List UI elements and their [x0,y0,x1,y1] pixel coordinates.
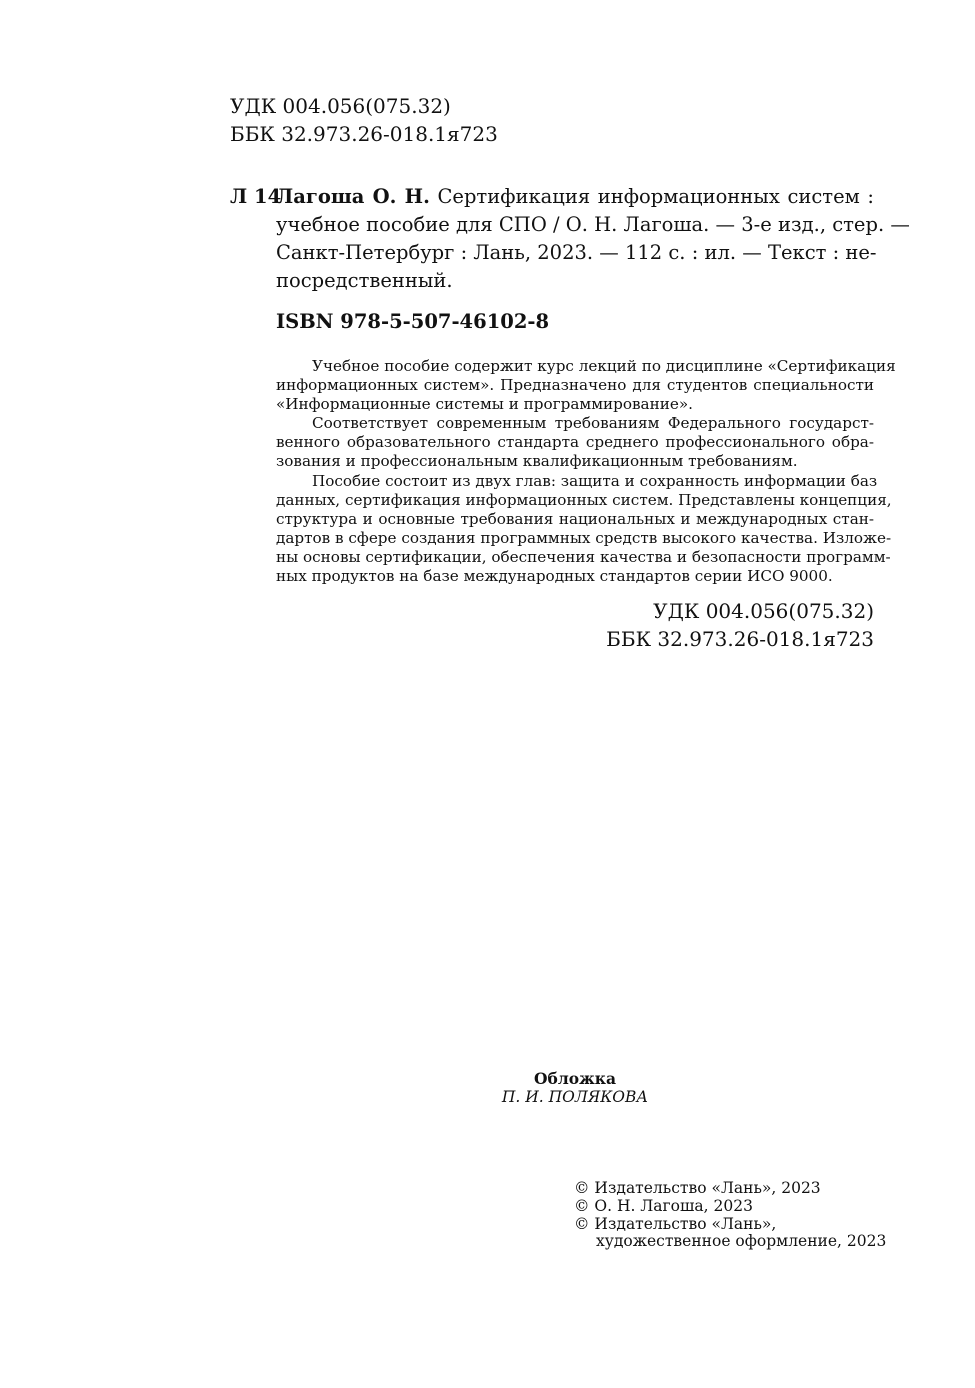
annotation-line: Пособие состоит из двух глав: защита и сохранность информации баз [312,471,878,490]
annotation-line: ных продуктов на базе международных стандартов серии ИСО 9000. [276,567,833,586]
biblio-line-4: посредственный. [276,269,453,292]
annotation-line: зования и профессиональным квалификационным требованиям. [276,452,798,471]
annotation-line: «Информационные системы и программирование». [276,395,693,414]
annotation-line: дартов в сфере создания программных средств высокого качества. Изложе- [276,528,892,547]
top-bbk: ББК 32.973.26-018.1я723 [230,122,498,146]
biblio-line-2: учебное пособие для СПО / О. Н. Лагоша. — 3-е изд., стер. — [276,213,910,236]
annotation-line: ны основы сертификации, обеспечения качества и безопасности программ- [276,547,891,566]
biblio-line-1 [276,183,874,211]
copyright-line: художественное оформление, 2023 [596,1232,887,1251]
annotation-line: информационных систем». Предназначено для студентов специальности [276,376,874,395]
annotation [276,357,896,586]
bottom-udk: УДК 004.056(075.32) [653,599,874,623]
bibliographic-record [276,183,910,295]
author-name: Лагоша О. Н. [276,185,430,208]
bottom-bbk: ББК 32.973.26-018.1я723 [606,627,874,651]
annotation-line: данных, сертификация информационных систем. Представлены концепция, [276,490,892,509]
copyright-block [574,1180,886,1251]
annotation-line: венного образовательного стандарта среднего профессионального обра- [276,433,874,452]
annotation-line: структура и основные требования национальных и международных стан- [276,509,874,528]
author-code: Л 14 [230,185,282,208]
cover-credit [470,1069,680,1107]
annotation-line: Учебное пособие содержит курс лекций по дисциплине «Сертификация [312,357,896,375]
copyright-line: © Издательство «Лань», 2023 [574,1179,821,1197]
biblio-line-3: Санкт-Петербург : Лань, 2023. — 112 с. : ил. — Текст : не- [276,241,877,264]
annotation-line: Соответствует современным требованиям Федерального государст- [312,414,874,433]
cover-label: Обложка [534,1069,616,1088]
cover-designer: П. И. ПОЛЯКОВА [501,1088,649,1106]
isbn: ISBN 978-5-507-46102-8 [276,310,550,333]
copyright-line: © О. Н. Лагоша, 2023 [574,1196,753,1215]
bottom-classification [606,597,874,653]
top-classification [230,92,498,148]
book-title: Сертификация информационных систем : [429,185,874,208]
top-udk: УДК 004.056(075.32) [230,94,451,118]
copyright-line: © Издательство «Лань», [574,1214,777,1233]
